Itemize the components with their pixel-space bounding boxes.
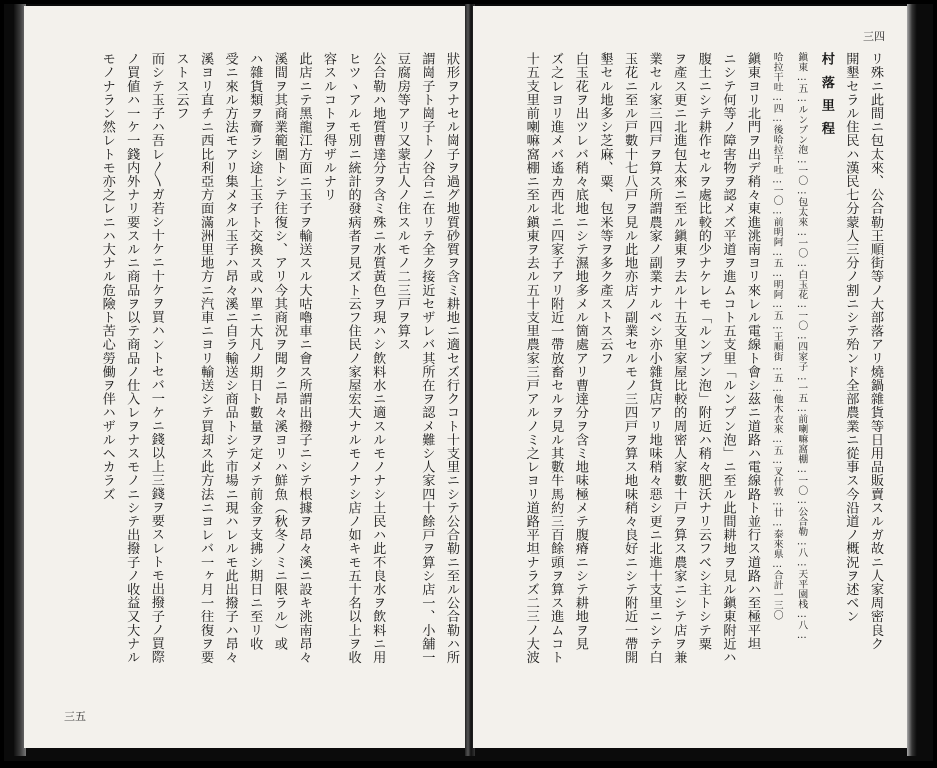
left-page-text <box>34 52 463 692</box>
text-column: 而シテ玉子ハ吾レ〳〵ガ若シ十ケニ十ケヲ買ハントセバ一ケニ錢以上三錢ヲ要スレトモ出撥子ノ買際 <box>148 52 164 664</box>
text-column: ズ之レヨリ進メバ遙カ西北ニ四家子アリ附近一帶放畜セルヲ見ル其數牛馬約三百餘頭ヲ算ス進ムコト <box>548 52 564 664</box>
book-spread <box>4 4 933 761</box>
text-column: モノナラン然レトモ亦之レニハ大ナル危險ト苦心勞働ヲ伴ハザルヘカラズ <box>99 52 115 501</box>
text-column: 謂崗子ト崗子トノ谷合ニ在リテ全ク接近セザレバ其所在ヲ認メ難シ人家四十餘戸ヲ算シ店一、小舖一 <box>419 52 435 664</box>
text-column: ノ買値ハ一ケ一錢内外ナリ要スルニ商品ヲ以テ商品ノ仕入レヲナスモノニシテ出撥子ノ收益又大ナル <box>124 52 140 664</box>
text-column: 玉花ニ至ル戸數十七八戸ヲ見ル此地亦店ノ副業セルモノ三四戸ヲ算ス地味稍々良好ニシテ附近一帶開 <box>622 52 638 664</box>
text-column: 容スルコトヲ得ザルナリ <box>321 52 337 202</box>
text-column: ニシテ何等ノ障害物ヲ認メズ平道ヲ進ムコト五支里「ルンプン泡」ニ至ル此間耕地ヲ見ル鎭東附近ハ <box>720 52 736 664</box>
page-number: 三四 <box>863 30 885 43</box>
text-column: 十五支里前喇嘛窩棚ニ至ル鎭東ヲ去ル五十支里農家三戸アルノミ之レヨリ道路平坦ナラズ二三ノ大波 <box>523 52 539 664</box>
text-column: 白玉花ヲ出ツレバ稍々底地ニシテ濕地多メル箇處アリ曹達分ヲ含ミ地味極メテ腹瘠ニシテ耕地ヲ見 <box>572 52 588 651</box>
text-column: リ殊ニ此間ニ包太來、公合勒王順街等ノ大部落アリ燒鍋雜貨等日用品販賣スルガ故ニ人家周密良ク <box>868 52 883 651</box>
text-column: ハ雜貨類ヲ齎ラシ途上玉子ト交換ス或ハ單ニ大凡ノ期日ト數量ヲ定メテ前金ヲ支拂シ期日ニ至リ收 <box>247 52 263 651</box>
text-column: 溪間ヲ其商業範圍トシテ往復シ、アリ今其商況ヲ聞クニ昂々溪ヨリハ鮮魚（秋冬ノミニ限ラル）或 <box>271 52 287 651</box>
text-column: ヲ產ス更ニ北進包太來ニ至ル鎭東ヲ去ル十五支里家屋比較的周密人家數十戸ヲ算ス農家ニシテ店ヲ兼 <box>671 52 687 664</box>
page-edge-right <box>907 4 917 756</box>
text-column: ストス云フ <box>173 52 189 120</box>
text-column: 豆腐房等アリ又蒙古人ノ住スルモノ二三戸ヲ算ス <box>394 52 410 352</box>
left-page <box>24 6 467 748</box>
text-column: 業セル家三四戸ヲ算ス所謂農家ノ副業ナルベシ亦小雜貨店アリ地味稍々惡シ更ニ北進十支里ニシテ白 <box>646 52 662 664</box>
right-page <box>473 6 909 748</box>
text-column: 狀形ヲナセル崗子ヲ過グ地質砂質ヲ含ミ耕地ニ適セズ行クコト十支里ニシテ公合勒ニ至ル公合勒ハ所 <box>444 52 459 664</box>
distance-table-row: 哈拉干吐…四…後哈拉干吐…一〇…前明阿…五…明阿…五…王順街…五…他木衣來…五…叉什敦…廿…泰來県…合計一三〇 <box>771 52 783 620</box>
text-column: 溪ヨリ直チニ西比利亞方面滿洲里地方ニ汽車ニヨリ輸送シテ買却ス此方法ニヨレバ一ヶ月一往復ヲ要 <box>198 52 214 664</box>
text-column: 受ニ來ル方法モアリ集メタル玉子ハ昂々溪ニ自ラ輸送シ商品トシテ市場ニ現ハレルモ此出撥子ハ昂々 <box>222 52 238 664</box>
text-column: 墾セル地多シ芝麻、粟、包米等ヲ多ク產ストス云フ <box>597 52 613 365</box>
text-column: 此店ニテ黑龍江方面ニ玉子ヲ輸送スル大咕嚕車ニ會ス所謂出撥子ニシテ根據ヲ昂々溪ニ設キ洮南昂々 <box>296 52 312 664</box>
text-column: 開墾セラル住民ハ漢民七分蒙人三分ノ割ニシテ殆ンド全部農業ニ從事ス今沿道ノ概況ヲ述ベン <box>843 52 859 624</box>
text-column: 鎭東ヨリ北門ヲ出デ稍々東進洮南ヨリ來レル電線ト會シ茲ニ道路ハ電線路ト並行ス道路ハ至極平坦 <box>745 52 761 651</box>
section-heading: 村落里程 <box>818 52 834 145</box>
page-number: 三五 <box>64 710 86 723</box>
right-page-text <box>487 52 887 692</box>
distance-table-row: 鎭東…五…ルンプン泡…一〇…包太來…一〇…白玉花…一〇…四家子…一五…前喇嘛窩棚…一〇…公合勒…八…天平園栈…八… <box>796 52 808 642</box>
text-column: 腹土ニシテ耕作セルヲ處比較的少ナケレモ「ルンプン泡」附近ハ稍々肥沃ナリ云フベシ主トシテ粟 <box>695 52 711 651</box>
text-column: ヒツヽアルモ別ニ統計的發病者ヲ見ズト云フ住民ノ家屋宏大ナルモノナシ店ノ如キモ五十名以上ヲ收 <box>345 52 361 664</box>
text-column: 公合勒ハ地質曹達分ヲ含ミ殊ニ水質黃色ヲ現ハシ飲料水ニ適スルモノナシ土民ハ此不良水ヲ飲料ニ用 <box>370 52 386 664</box>
